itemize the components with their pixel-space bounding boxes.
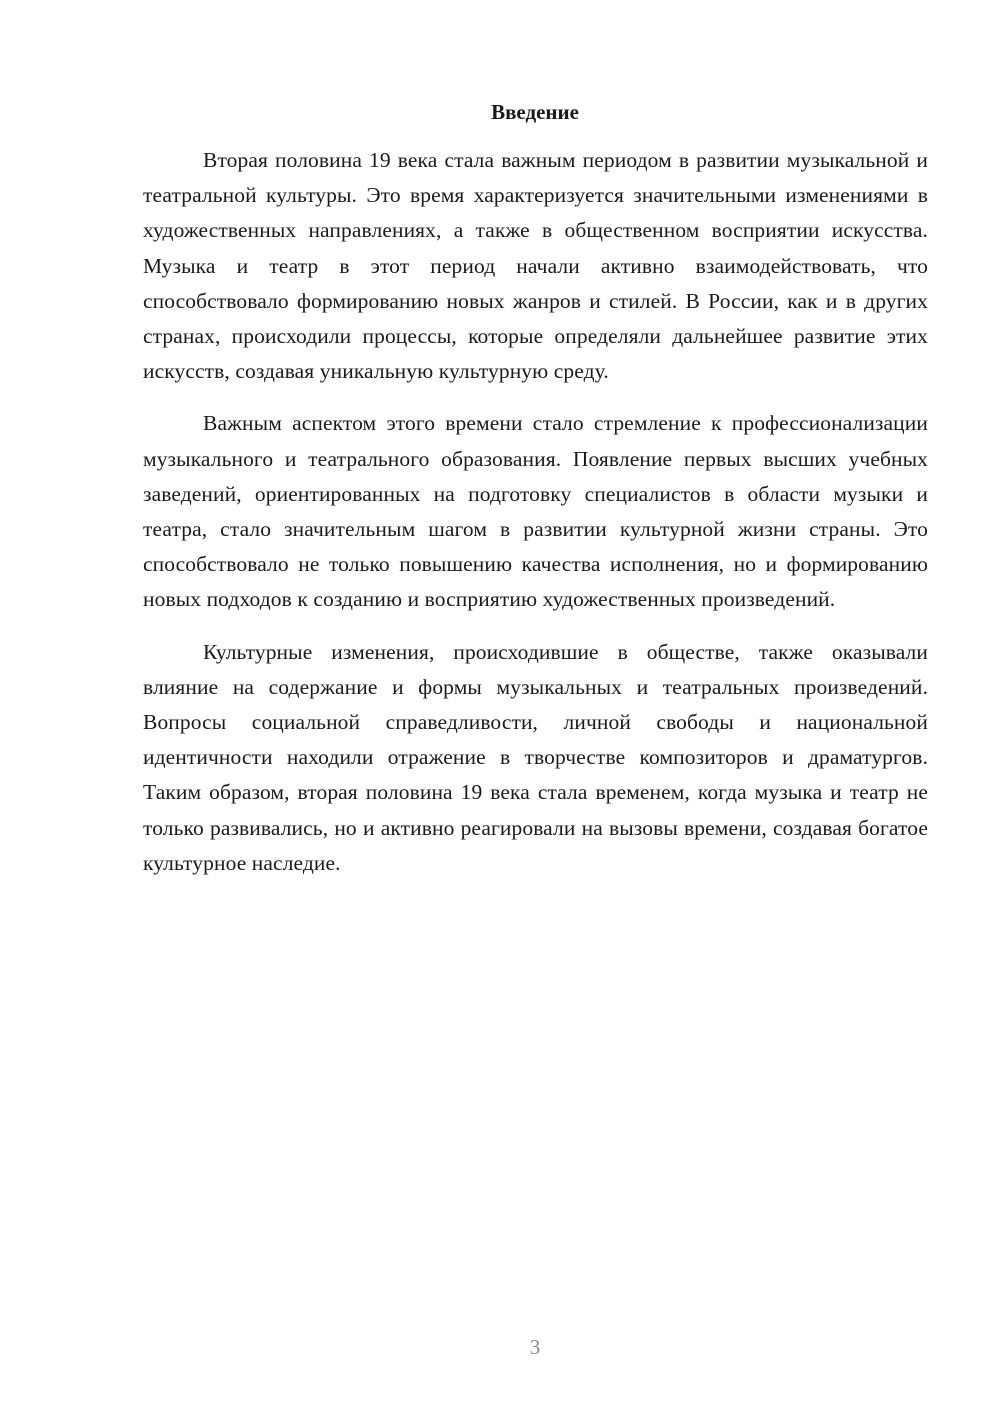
paragraph-3: Культурные изменения, происходившие в обществе, также оказывали влияние на содержание и формы музыкальных и театральных произведений. Вопросы социальной справедливости, личной свободы и национальной идентичности находили отражение в творчестве композиторов и драматургов. Таким образом, вторая половина 19 века стала временем, когда музыка и театр не только развивались, но и активно реагировали на вызовы времени, создавая богатое культурное наследие. (143, 639, 928, 875)
section-title: Введение (491, 100, 579, 124)
paragraph-2: Важным аспектом этого времени стало стремление к профессионализации музыкального и театрального образования. Появление первых высших учебных заведений, ориентированных на подготовку специалистов в области музыки и театра, стало значительным шагом в развитии культурной жизни страны. Это способствовало не только повышению качества исполнения, но и формированию новых подходов к созданию и восприятию художественных произведений. (143, 411, 928, 612)
body-text (143, 143, 928, 881)
page-number: 3 (529, 1335, 541, 1359)
paragraph-1: Вторая половина 19 века стала важным периодом в развитии музыкальной и театральной культуры. Это время характеризуется значительными изменениями в художественных направлениях, а также в общественном восприятии искусства. Музыка и театр в этот период начали активно взаимодействовать, что способствовало формированию новых жанров и стилей. В России, как и в других странах, происходили процессы, которые определяли дальнейшее развитие этих искусств, создавая уникальную культурную среду. (143, 148, 928, 384)
